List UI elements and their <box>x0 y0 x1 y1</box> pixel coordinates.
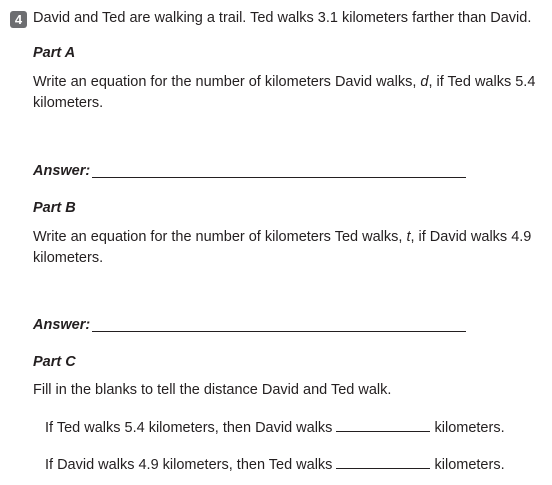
part-c-instruction: Fill in the blanks to tell the distance David and Ted walk. <box>33 382 392 398</box>
part-b-prompt-end: , if David walks 4.9 kilometers. <box>33 229 532 266</box>
part-b-heading: Part B <box>33 200 76 216</box>
part-a-prompt-end: , if Ted walks 5.4 kilometers. <box>33 74 536 111</box>
ted-distance-blank[interactable] <box>336 456 430 469</box>
part-b-answer-line[interactable] <box>92 331 466 332</box>
part-c-heading: Part C <box>33 354 76 370</box>
part-a-heading: Part A <box>33 45 76 61</box>
variable-t: t <box>406 229 411 245</box>
part-c-sentence-1 <box>45 419 505 436</box>
part-a-answer-line[interactable] <box>92 177 466 178</box>
part-a-prompt <box>33 72 538 114</box>
part-c-sentence-1-start: If Ted walks 5.4 kilometers, then David walks <box>45 420 337 436</box>
part-c-sentence-1-end: kilometers. <box>430 420 505 436</box>
part-a-answer-label: Answer: <box>33 163 91 179</box>
question-number-badge: 4 <box>10 11 27 28</box>
variable-d: d <box>420 74 429 90</box>
question-stem: David and Ted are walking a trail. Ted walks 3.1 kilometers farther than David. <box>33 10 532 26</box>
part-c-sentence-2 <box>45 456 505 473</box>
part-a-prompt-start: Write an equation for the number of kilometers David walks, <box>33 74 421 90</box>
part-c-sentence-2-start: If David walks 4.9 kilometers, then Ted walks <box>45 457 337 473</box>
part-b-prompt-start: Write an equation for the number of kilometers Ted walks, <box>33 229 407 245</box>
david-distance-blank[interactable] <box>336 419 430 432</box>
part-b-answer-label: Answer: <box>33 317 91 333</box>
part-c-sentence-2-end: kilometers. <box>430 457 505 473</box>
part-b-prompt <box>33 227 538 269</box>
